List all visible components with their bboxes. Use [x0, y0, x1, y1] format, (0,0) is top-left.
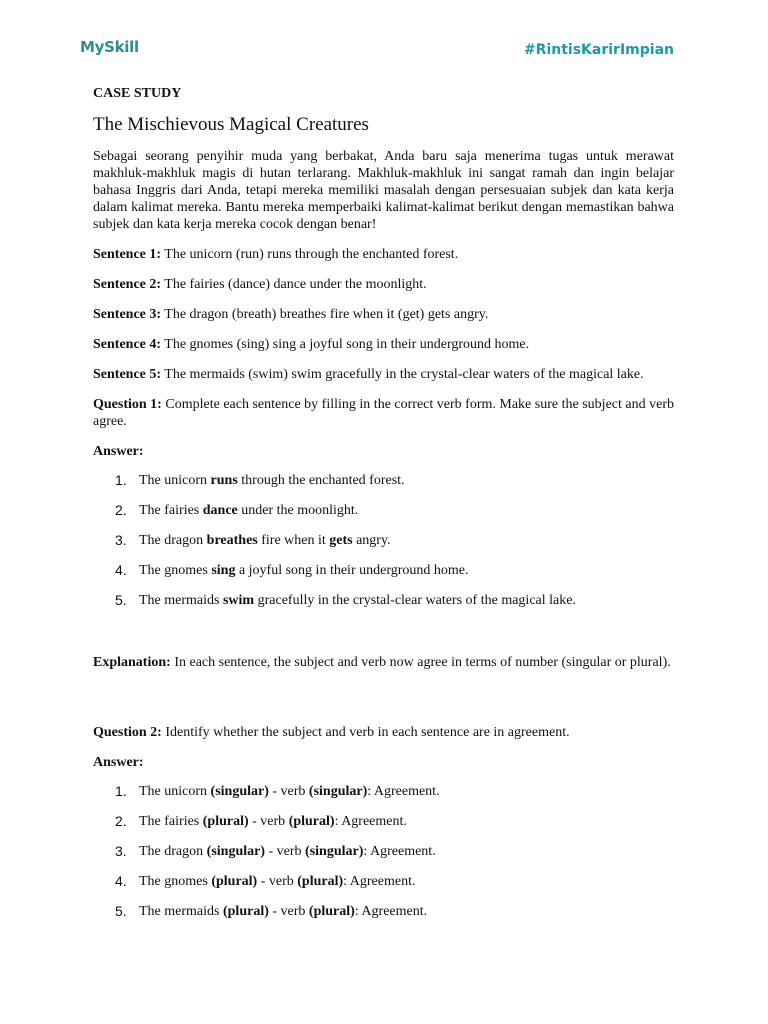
list-number: 2.	[115, 502, 127, 518]
sentence-label: Sentence 2:	[93, 277, 162, 292]
question-text: Identify whether the subject and verb in each sentence are in agreement.	[161, 725, 570, 740]
sentence-label: Sentence 4:	[93, 337, 162, 352]
sentence-text: The unicorn (run) runs through the enchanted forest.	[161, 247, 459, 262]
answer-text: The fairies	[139, 814, 203, 829]
list-item	[93, 502, 674, 519]
sentence-label: Sentence 1:	[93, 247, 162, 262]
sentence-2	[93, 276, 674, 293]
answer-text: : Agreement.	[343, 874, 416, 889]
answer-label: Answer:	[93, 755, 144, 770]
answer-text: through the enchanted forest.	[237, 473, 405, 488]
sentence-text: The fairies (dance) dance under the moonlight.	[161, 277, 427, 292]
list-item	[93, 592, 674, 609]
page-header	[80, 38, 674, 64]
list-number: 3.	[115, 843, 127, 859]
section-label: CASE STUDY	[93, 86, 182, 101]
list-number: 4.	[115, 873, 127, 889]
sentence-3	[93, 306, 674, 323]
answer-number: (plural)	[288, 814, 335, 829]
explanation-text: In each sentence, the subject and verb now agree in terms of number (singular or plural).	[170, 655, 671, 670]
answer-text: - verb	[268, 904, 309, 919]
answer-number: (singular)	[305, 844, 364, 859]
answer-verb: gets	[329, 533, 353, 548]
answer-text: : Agreement.	[367, 784, 440, 799]
list-item	[93, 472, 674, 489]
list-number: 1.	[115, 783, 127, 799]
explanation-label: Explanation:	[93, 655, 171, 670]
sentence-label: Sentence 3:	[93, 307, 162, 322]
intro-paragraph: Sebagai seorang penyihir muda yang berbakat, Anda baru saja menerima tugas untuk merawat makhluk-makhluk magis di hutan terlarang. Makhluk-makhluk ini sangat ramah dan ingin belajar bahasa Inggris dari Anda, tetapi mereka memiliki masalah dengan persesuaian subjek dan kata kerja dalam kalimat mereka. Bantu mereka memperbaiki kalimat-kalimat berikut dengan memastikan bahwa subjek dan kata kerja mereka cocok dengan benar!	[93, 149, 674, 232]
list-number: 2.	[115, 813, 127, 829]
answer-text: The mermaids	[139, 593, 223, 608]
answer-text: - verb	[257, 874, 298, 889]
answer-text: angry.	[352, 533, 391, 548]
list-item	[93, 843, 674, 860]
answer-text: a joyful song in their underground home.	[235, 563, 469, 578]
answer-verb: runs	[210, 473, 238, 488]
myskill-logo: MySkill	[80, 38, 139, 56]
answer-number: (plural)	[308, 904, 355, 919]
question-text: Complete each sentence by filling in the correct verb form. Make sure the subject and verb agree.	[93, 397, 674, 429]
answer-text: - verb	[268, 784, 309, 799]
answer-text: : Agreement.	[354, 904, 428, 919]
list-item	[93, 903, 674, 920]
hashtag-text: #RintisKarirImpian	[523, 42, 674, 58]
answer-text: The dragon	[139, 533, 207, 548]
answer-number: (plural)	[202, 814, 249, 829]
list-number: 4.	[115, 562, 127, 578]
sentence-5	[93, 366, 674, 383]
sentence-4	[93, 336, 674, 353]
list-number: 5.	[115, 903, 127, 919]
list-item	[93, 873, 674, 890]
document-body	[93, 86, 674, 933]
answer-verb: swim	[222, 593, 255, 608]
sentence-text: The gnomes (sing) sing a joyful song in their underground home.	[161, 337, 530, 352]
answer-text: under the moonlight.	[237, 503, 359, 518]
answer-verb: breathes	[206, 533, 258, 548]
list-number: 5.	[115, 592, 127, 608]
explanation	[93, 654, 674, 671]
answer-text: The fairies	[139, 503, 203, 518]
answer-number: (singular)	[308, 784, 368, 799]
answer-number: (singular)	[206, 844, 265, 859]
answer-text: The gnomes	[139, 563, 212, 578]
answer-list-1	[93, 472, 674, 609]
answer-text: gracefully in the crystal-clear waters of the magical lake.	[254, 593, 576, 608]
answer-number: (plural)	[211, 874, 258, 889]
sentence-1	[93, 246, 674, 263]
list-item	[93, 783, 674, 800]
sentence-text: The dragon (breath) breathes fire when it (get) gets angry.	[161, 307, 489, 322]
question-label: Question 1:	[93, 397, 162, 412]
answer-number: (plural)	[297, 874, 344, 889]
answer-text: - verb	[265, 844, 306, 859]
answer-text: The mermaids	[139, 904, 223, 919]
document-title: The Mischievous Magical Creatures	[93, 114, 369, 135]
answer-list-2	[93, 783, 674, 920]
answer-label: Answer:	[93, 444, 144, 459]
list-item	[93, 532, 674, 549]
list-number: 3.	[115, 532, 127, 548]
answer-text: fire when it	[257, 533, 330, 548]
answer-text: : Agreement.	[363, 844, 436, 859]
list-item	[93, 813, 674, 830]
answer-text: The gnomes	[139, 874, 212, 889]
question-label: Question 2:	[93, 725, 162, 740]
answer-text: The dragon	[139, 844, 207, 859]
answer-text: The unicorn	[139, 473, 211, 488]
answer-text: - verb	[248, 814, 289, 829]
list-number: 1.	[115, 472, 127, 488]
sentence-label: Sentence 5:	[93, 367, 162, 382]
answer-number: (singular)	[210, 784, 269, 799]
list-item	[93, 562, 674, 579]
question-2	[93, 724, 674, 741]
answer-verb: dance	[202, 503, 238, 518]
answer-verb: sing	[211, 563, 236, 578]
answer-number: (plural)	[222, 904, 269, 919]
answer-text: : Agreement.	[334, 814, 407, 829]
answer-text: The unicorn	[139, 784, 211, 799]
question-1	[93, 396, 674, 430]
sentence-text: The mermaids (swim) swim gracefully in the crystal-clear waters of the magical lake.	[161, 367, 644, 382]
